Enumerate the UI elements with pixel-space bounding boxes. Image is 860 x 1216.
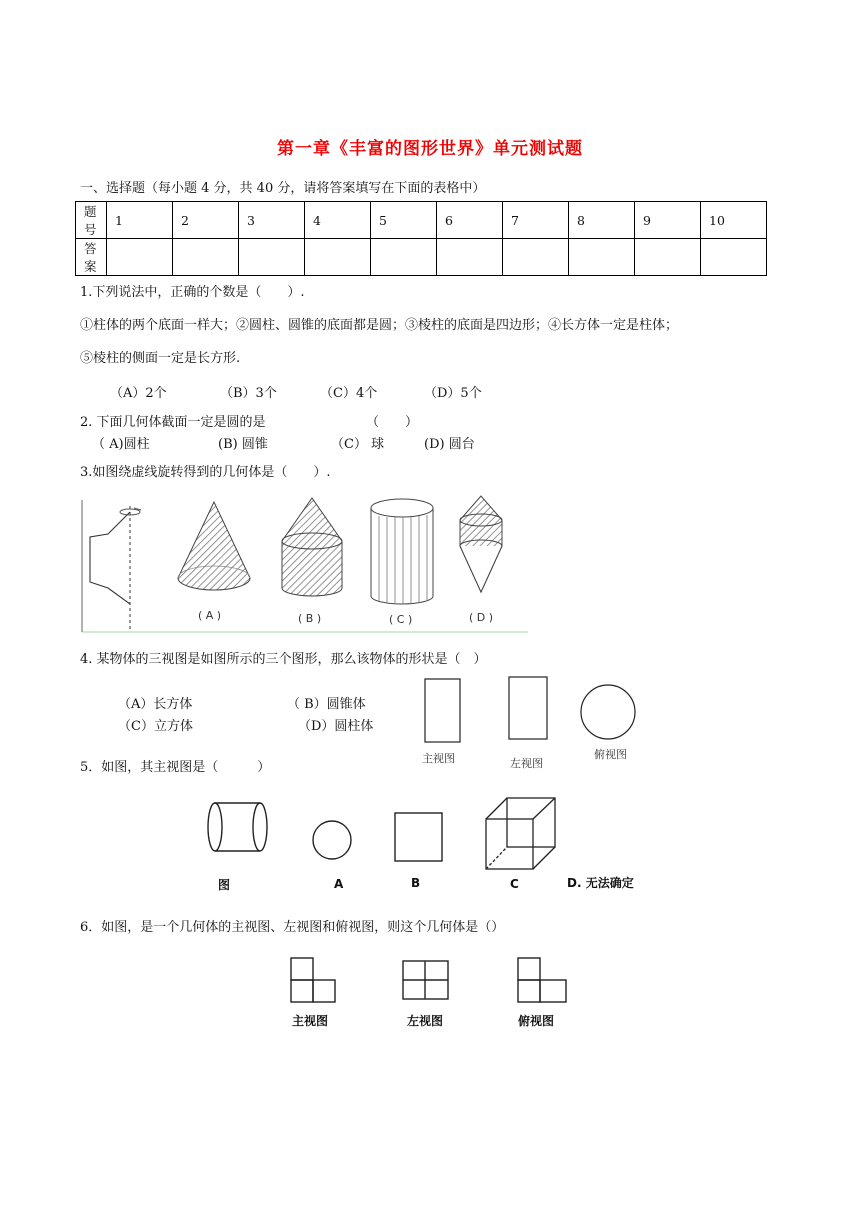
left-view-shape (403, 961, 448, 999)
question-4-stem: 4. 某物体的三视图是如图所示的三个图形，那么该物体的形状是（ ） (80, 652, 487, 667)
option-label-c: C (510, 877, 519, 891)
figure-label-d: ( D ) (469, 611, 494, 624)
figure-label-c: ( C ) (389, 613, 413, 626)
table-header-answer: 答案 (76, 239, 107, 276)
question-1-statements-cont: ⑤棱柱的侧面一定是长方形. (80, 351, 241, 366)
option-label-a: A (334, 877, 344, 891)
view-label-left: 左视图 (510, 757, 543, 770)
table-cell: 2 (173, 202, 239, 239)
page-title: 第一章《丰富的图形世界》单元测试题 (277, 139, 583, 159)
table-cell: 1 (107, 202, 173, 239)
option-a[interactable]: （A）长方体 (118, 697, 193, 712)
option-b[interactable]: （ B）圆锥体 (287, 697, 366, 712)
view-label-top: 俯视图 (518, 1014, 555, 1028)
top-view-shape (518, 958, 566, 1002)
option-label-d: D. 无法确定 (567, 876, 634, 890)
question-5-stem: 5．如图，其主视图是（ ） (80, 760, 271, 775)
option-b[interactable]: （B）3个 (220, 386, 277, 401)
option-d[interactable]: （D）圆柱体 (298, 719, 374, 734)
question-2-paren: （ ） (366, 415, 419, 430)
option-d[interactable]: （D）5个 (424, 386, 482, 401)
view-label-front: 主视图 (292, 1014, 329, 1028)
figure-label: 图 (218, 878, 231, 892)
option-c[interactable]: （C）4个 (320, 386, 378, 401)
option-a[interactable]: （ A)圆柱 (92, 437, 150, 452)
option-b[interactable]: (B) 圆锥 (218, 437, 268, 452)
question-2-stem: 2. 下面几何体截面一定是圆的是 (80, 415, 266, 430)
view-label-left: 左视图 (407, 1014, 444, 1028)
question-6-stem: 6．如图，是一个几何体的主视图、左视图和俯视图，则这个几何体是（） (80, 920, 505, 935)
figure-label-a: ( A ) (198, 609, 222, 622)
table-cell: 3 (239, 202, 305, 239)
option-d[interactable]: (D) 圆台 (424, 437, 475, 452)
view-label-top: 俯视图 (594, 748, 627, 761)
view-label-front: 主视图 (422, 752, 455, 765)
table-cell: 9 (635, 202, 701, 239)
figure-label-b: ( B ) (298, 612, 322, 625)
option-c[interactable]: （C） 球 (331, 437, 385, 452)
table-header-number: 题号 (76, 202, 107, 239)
question-3-stem: 3.如图绕虚线旋转得到的几何体是（ ）. (80, 465, 331, 480)
section-heading: 一、选择题（每小题 4 分，共 40 分，请将答案填写在下面的表格中） (80, 181, 486, 196)
question-1-statements: ①柱体的两个底面一样大；②圆柱、圆锥的底面都是圆；③棱柱的底面是四边形；④长方体一定是柱体； (80, 318, 679, 333)
table-cell: 5 (371, 202, 437, 239)
front-view-shape (291, 958, 335, 1002)
option-label-b: B (411, 876, 421, 890)
table-cell: 10 (701, 202, 767, 239)
table-cell: 8 (569, 202, 635, 239)
table-cell: 6 (437, 202, 503, 239)
option-a[interactable]: （A）2个 (110, 386, 167, 401)
option-c[interactable]: （C）立方体 (118, 719, 193, 734)
question-1-stem: 1.下列说法中，正确的个数是（ ）. (80, 285, 305, 300)
table-cell: 7 (503, 202, 569, 239)
table-cell: 4 (305, 202, 371, 239)
